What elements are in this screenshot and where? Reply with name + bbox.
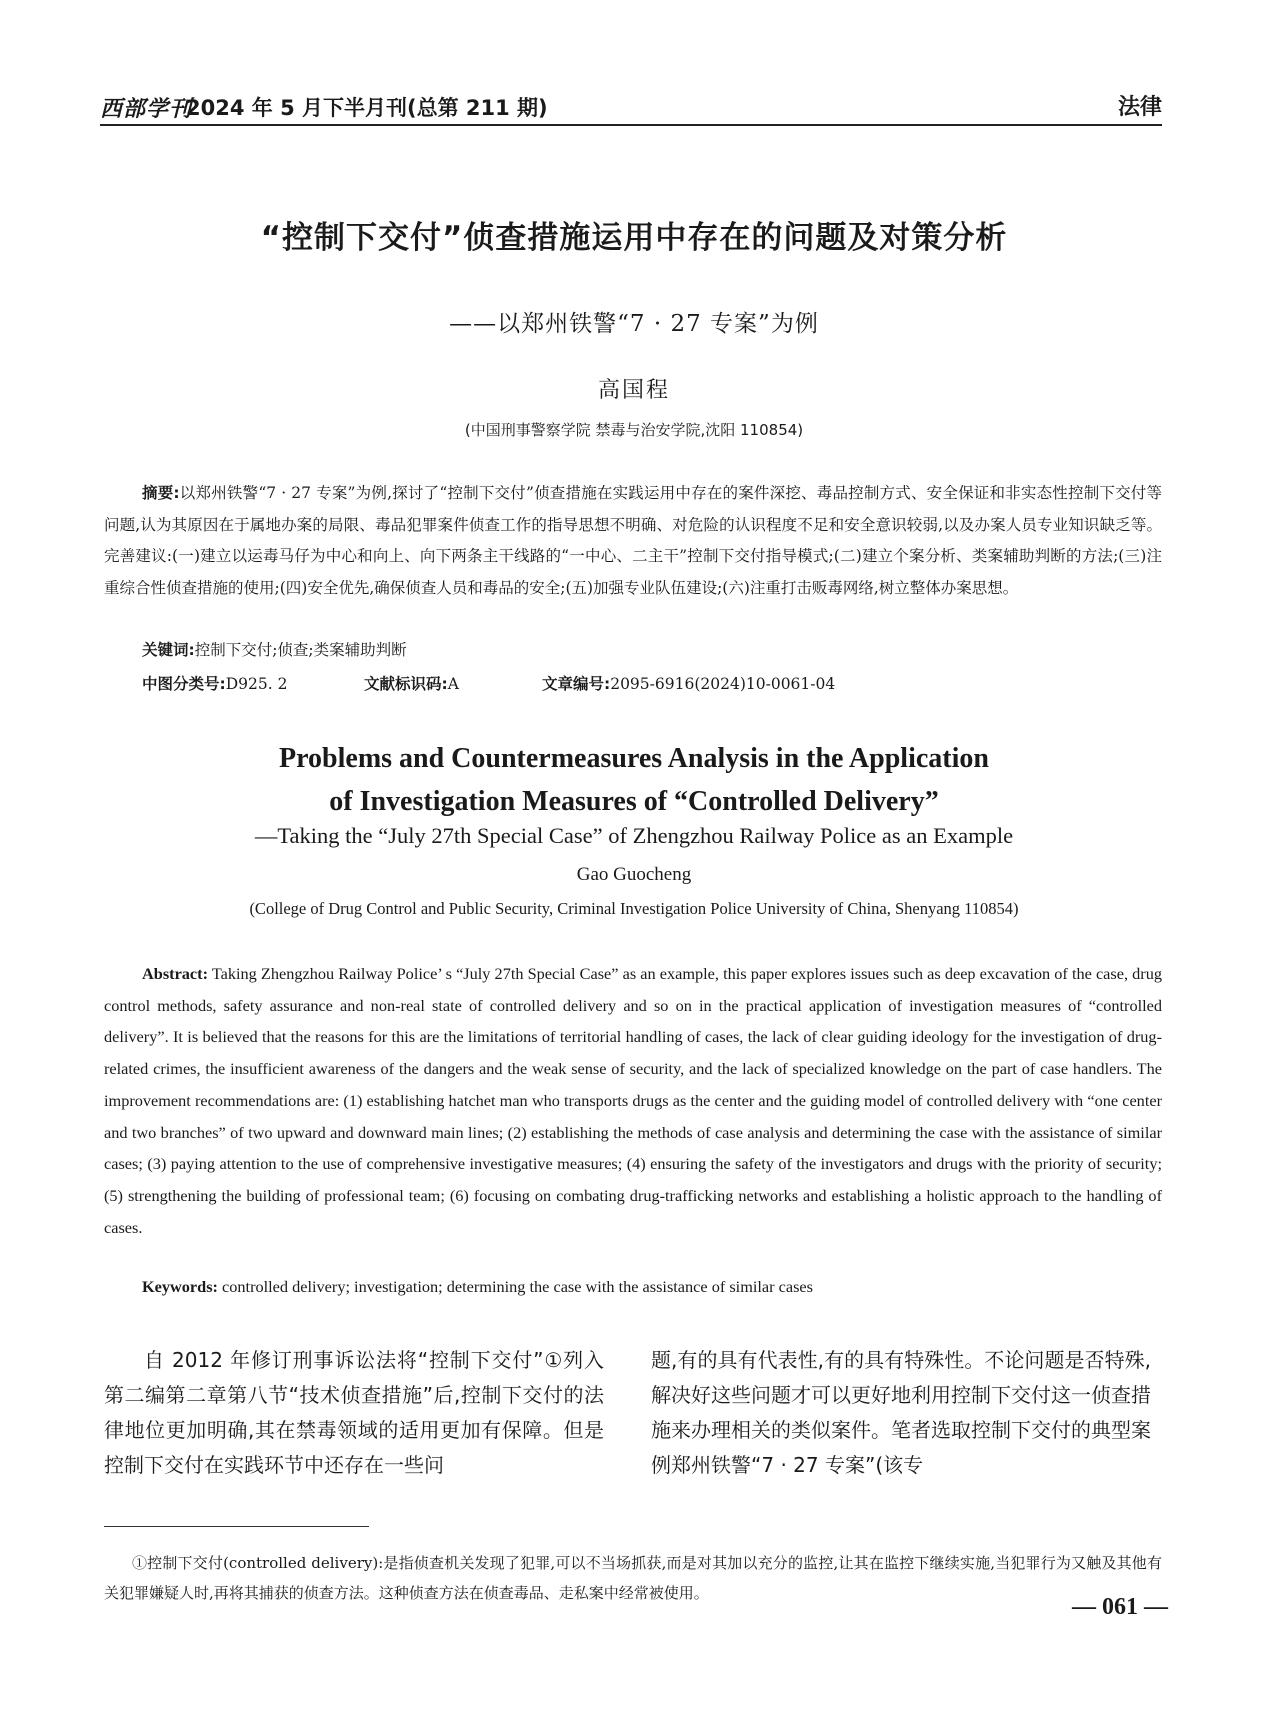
title-en <box>0 737 1268 823</box>
keywords-cn-text: 控制下交付;侦查;类案辅助判断 <box>194 641 407 659</box>
clc-number <box>142 672 287 694</box>
doc-value: A <box>447 675 459 693</box>
subtitle-en: —Taking the “July 27th Special Case” of Zhengzhou Railway Police as an Example <box>254 823 1014 848</box>
title-cn: “控制下交付”侦查措施运用中存在的问题及对策分析 <box>260 220 1008 256</box>
keywords-en-label: Keywords: <box>142 1277 218 1296</box>
footnote: ①控制下交付(controlled delivery):是指侦查机关发现了犯罪,可以不当场抓获,而是对其加以充分的监控,让其在监控下继续实施,当犯罪行为又触及其他有关犯罪嫌疑人时,再将其捕获的侦查方法。这种侦查方法在侦查毒品、走私案中经常被使用。 <box>104 1554 1162 1602</box>
section-label: 法律 <box>1117 95 1162 120</box>
abstract-cn-label: 摘要: <box>142 484 180 502</box>
body-column-left: 自 2012 年修订刑事诉讼法将“控制下交付”①列入第二编第二章第八节“技术侦查措施”后,控制下交付的法律地位更加明确,其在禁毒领域的适用更加有保障。但是控制下交付在实践环节中还存在一些问 <box>104 1348 604 1477</box>
abstract-en <box>104 958 1162 1243</box>
abstract-en-label: Abstract: <box>142 964 209 983</box>
affiliation-en: (College of Drug Control and Public Security, Criminal Investigation Police University of China, Shenyang 110854) <box>249 899 1019 918</box>
clc-label: 中图分类号: <box>142 675 226 693</box>
author-en: Gao Guocheng <box>576 864 692 885</box>
article-value: 2095-6916(2024)10-0061-04 <box>610 675 836 693</box>
author-cn: 高国程 <box>597 378 670 403</box>
abstract-cn-text: 以郑州铁警“7 · 27 专案”为例,探讨了“控制下交付”侦查措施在实践运用中存在的案件深挖、毒品控制方式、安全保证和非实态性控制下交付等问题,认为其原因在于属地办案的局限、毒品犯罪案件侦查工作的指导思想不明确、对危险的认识程度不足和安全意识较弱,以及办案人员专业知识缺乏等。完善建议:(一)建立以运毒马仔为中心和向上、向下两条主干线路的“一中心、二主干”控制下交付指导模式;(二)建立个案分析、类案辅助判断的方法;(三)注重综合性侦查措施的使用;(四)安全优先,确保侦查人员和毒品的安全;(五)加强专业队伍建设;(六)注重打击贩毒网络,树立整体办案思想。 <box>104 484 1162 597</box>
article-number <box>542 672 835 694</box>
journal-logo: 西部学刊 <box>100 96 193 122</box>
footnote-divider <box>104 1526 369 1527</box>
keywords-cn-label: 关键词: <box>142 641 195 659</box>
page-number: — 061 — <box>1072 1594 1168 1620</box>
title-en-line2: of Investigation Measures of “Controlled Delivery” <box>329 786 939 817</box>
body-column-right: 题,有的具有代表性,有的具有特殊性。不论问题是否特殊,解决好这些问题才可以更好地利用控制下交付这一侦查措施来办理相关的类似案件。笔者选取控制下交付的典型案例郑州铁警“7 · 27 专案”(该专 <box>651 1348 1151 1477</box>
header-divider <box>100 124 1162 126</box>
doc-label: 文献标识码: <box>364 675 448 693</box>
keywords-en-text: controlled delivery; investigation; determining the case with the assistance of similar cases <box>222 1277 813 1296</box>
title-en-line1: Problems and Countermeasures Analysis in the Application <box>279 743 989 774</box>
affiliation-cn: (中国刑事警察学院 禁毒与治安学院,沈阳 110854) <box>464 421 804 439</box>
abstract-en-text: Taking Zhengzhou Railway Police’ s “July 27th Special Case” as an example, this paper explores issues such as deep excavation of the case, drug control methods, safety assurance and non-real state of controlled delivery and so on in the practical application of investigation measures of “controlled delivery”. It is believed that the reasons for this are the limitations of territorial handling of cases, the lack of clear guiding ideology for the investigation of drug-related crimes, the insufficient awareness of the dangers and the weak sense of security, and the lack of specialized knowledge on the part of case handlers. The improvement recommendations are: (1) establishing hatchet man who transports drugs as the center and the guiding model of controlled delivery with “one center and two branches” of two upward and downward main lines; (2) establishing the methods of case analysis and determining the case with the assistance of similar cases; (3) paying attention to the use of comprehensive investigative measures; (4) ensuring the safety of the investigators and drugs with the priority of security; (5) strengthening the building of professional team; (6) focusing on combating drug-trafficking networks and establishing a holistic approach to the handling of cases. <box>104 964 1162 1237</box>
issue-info: 2024 年 5 月下半月刊(总第 211 期) <box>186 96 548 120</box>
clc-value: D925. 2 <box>225 675 288 693</box>
keywords-cn <box>142 638 407 660</box>
subtitle-cn: ——以郑州铁警“7 · 27 专案”为例 <box>449 311 819 337</box>
document-code <box>364 672 459 694</box>
keywords-en <box>142 1277 1162 1297</box>
article-label: 文章编号: <box>542 675 611 693</box>
running-header <box>100 86 1162 124</box>
abstract-cn <box>104 478 1162 604</box>
